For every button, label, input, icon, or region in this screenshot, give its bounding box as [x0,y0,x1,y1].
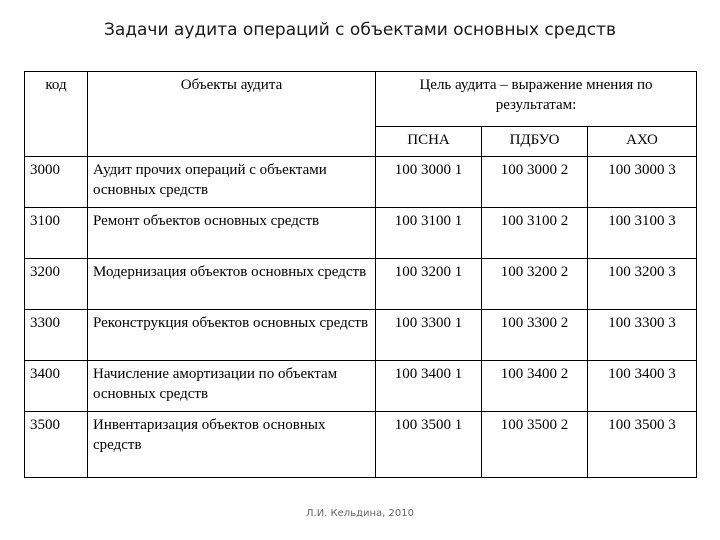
table-row [25,310,697,361]
row-aho: 100 3000 3 [588,157,697,208]
row-object: Аудит прочих операций с объектами основных средств [88,157,376,208]
row-psna: 100 3200 1 [376,259,482,310]
row-object: Ремонт объектов основных средств [88,208,376,259]
audit-table [24,71,697,478]
table-row [25,157,697,208]
row-object: Начисление амортизации по объектам основных средств [88,361,376,412]
header-code: код [25,72,88,157]
header-aho: АХО [588,127,697,157]
header-pdbuo: ПДБУО [482,127,588,157]
row-psna: 100 3300 1 [376,310,482,361]
row-psna: 100 3000 1 [376,157,482,208]
row-object: Инвентаризация объектов основных средств [88,412,376,478]
header-objects: Объекты аудита [88,72,376,157]
row-object: Модернизация объектов основных средств [88,259,376,310]
row-pdbuo: 100 3200 2 [482,259,588,310]
table-row [25,208,697,259]
row-psna: 100 3100 1 [376,208,482,259]
row-code: 3300 [25,310,88,361]
row-aho: 100 3300 3 [588,310,697,361]
row-aho: 100 3500 3 [588,412,697,478]
row-code: 3000 [25,157,88,208]
row-code: 3200 [25,259,88,310]
header-goal: Цель аудита – выражение мнения по результатам: [376,72,697,127]
row-pdbuo: 100 3500 2 [482,412,588,478]
row-aho: 100 3200 3 [588,259,697,310]
row-object: Реконструкция объектов основных средств [88,310,376,361]
page-title: Задачи аудита операций с объектами основных средств [103,20,617,40]
row-pdbuo: 100 3300 2 [482,310,588,361]
table-row [25,259,697,310]
row-psna: 100 3500 1 [376,412,482,478]
row-aho: 100 3100 3 [588,208,697,259]
row-pdbuo: 100 3400 2 [482,361,588,412]
row-code: 3100 [25,208,88,259]
row-code: 3400 [25,361,88,412]
row-pdbuo: 100 3100 2 [482,208,588,259]
row-pdbuo: 100 3000 2 [482,157,588,208]
row-aho: 100 3400 3 [588,361,697,412]
header-row [25,72,697,127]
row-psna: 100 3400 1 [376,361,482,412]
table-row [25,361,697,412]
row-code: 3500 [25,412,88,478]
table-row [25,412,697,478]
header-psna: ПСНА [376,127,482,157]
footer-credit: Л.И. Кельдина, 2010 [306,508,414,519]
